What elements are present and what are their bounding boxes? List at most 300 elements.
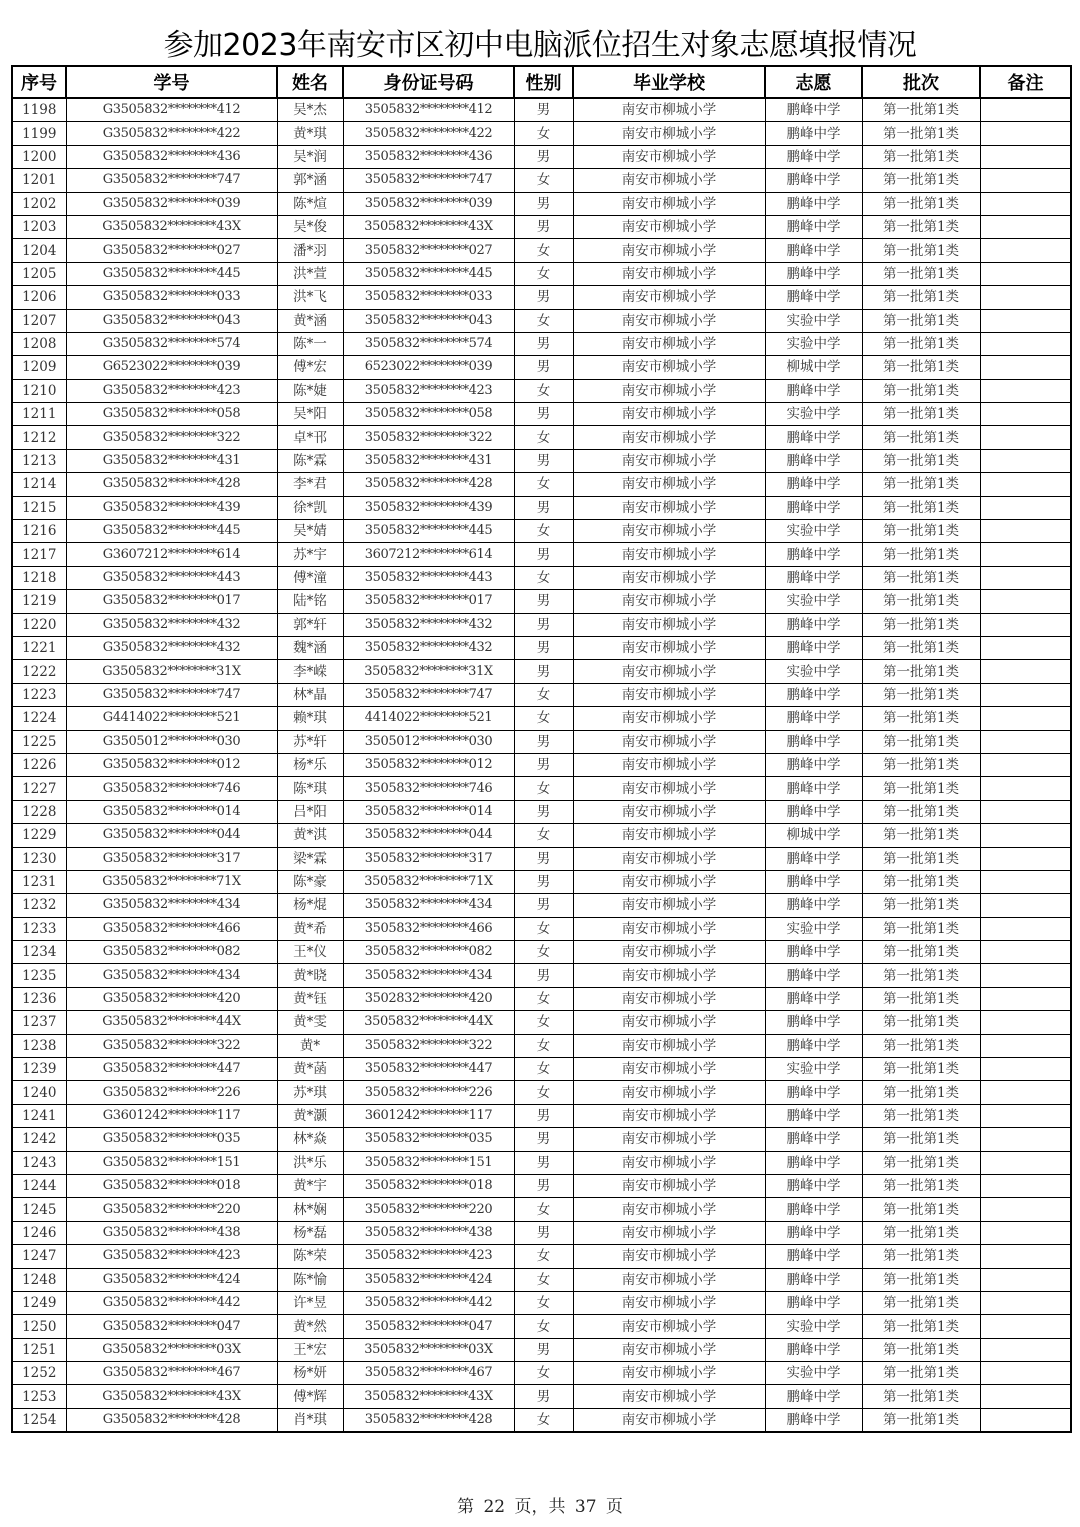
school-cell: 南安市柳城小学 <box>573 1128 765 1151</box>
name-cell: 魏*涵 <box>277 636 343 659</box>
batch-cell: 第一批第1类 <box>862 473 980 496</box>
name-cell: 黄*淇 <box>277 824 343 847</box>
table-row <box>12 356 1071 379</box>
gender-cell: 女 <box>514 169 573 192</box>
student-id-cell: G3505832********044 <box>66 824 277 847</box>
gender-cell: 女 <box>514 941 573 964</box>
header-name: 姓名 <box>277 66 343 98</box>
remarks-cell <box>980 941 1071 964</box>
serial-number-cell: 1241 <box>12 1104 66 1127</box>
name-cell: 杨*磊 <box>277 1221 343 1244</box>
header-student-id: 学号 <box>66 66 277 98</box>
gender-cell: 男 <box>514 1104 573 1127</box>
table-row <box>12 894 1071 917</box>
choice-cell: 鹏峰中学 <box>765 683 862 706</box>
choice-cell: 实验中学 <box>765 403 862 426</box>
remarks-cell <box>980 987 1071 1010</box>
gender-cell: 男 <box>514 1128 573 1151</box>
serial-number-cell: 1216 <box>12 520 66 543</box>
table-row <box>12 1291 1071 1314</box>
serial-number-cell: 1208 <box>12 332 66 355</box>
student-id-cell: G3505832********017 <box>66 590 277 613</box>
choice-cell: 鹏峰中学 <box>765 1408 862 1432</box>
table-row <box>12 286 1071 309</box>
batch-cell: 第一批第1类 <box>862 987 980 1010</box>
remarks-cell <box>980 543 1071 566</box>
gender-cell: 男 <box>514 286 573 309</box>
name-cell: 黄*宇 <box>277 1174 343 1197</box>
batch-cell: 第一批第1类 <box>862 192 980 215</box>
batch-cell: 第一批第1类 <box>862 1408 980 1432</box>
choice-cell: 鹏峰中学 <box>765 1291 862 1314</box>
name-cell: 黄*然 <box>277 1315 343 1338</box>
table-row <box>12 870 1071 893</box>
batch-cell: 第一批第1类 <box>862 566 980 589</box>
batch-cell: 第一批第1类 <box>862 309 980 332</box>
serial-number-cell: 1203 <box>12 215 66 238</box>
name-cell: 苏*轩 <box>277 730 343 753</box>
school-cell: 南安市柳城小学 <box>573 566 765 589</box>
choice-cell: 鹏峰中学 <box>765 777 862 800</box>
table-row <box>12 543 1071 566</box>
name-cell: 傅*辉 <box>277 1385 343 1408</box>
table-row <box>12 824 1071 847</box>
table-row <box>12 1034 1071 1057</box>
name-cell: 黄*钰 <box>277 987 343 1010</box>
table-row <box>12 1245 1071 1268</box>
batch-cell: 第一批第1类 <box>862 145 980 168</box>
school-cell: 南安市柳城小学 <box>573 332 765 355</box>
serial-number-cell: 1215 <box>12 496 66 519</box>
table-row <box>12 1315 1071 1338</box>
student-id-cell: G3505832********467 <box>66 1362 277 1385</box>
school-cell: 南安市柳城小学 <box>573 403 765 426</box>
school-cell: 南安市柳城小学 <box>573 636 765 659</box>
remarks-cell <box>980 1385 1071 1408</box>
name-cell: 黄*琪 <box>277 122 343 145</box>
name-cell: 黄*希 <box>277 917 343 940</box>
student-id-cell: G3505832********322 <box>66 1034 277 1057</box>
school-cell: 南安市柳城小学 <box>573 847 765 870</box>
batch-cell: 第一批第1类 <box>862 1058 980 1081</box>
table-row <box>12 403 1071 426</box>
student-id-cell: G3505832********420 <box>66 987 277 1010</box>
school-cell: 南安市柳城小学 <box>573 169 765 192</box>
remarks-cell <box>980 1315 1071 1338</box>
choice-cell: 鹏峰中学 <box>765 941 862 964</box>
gender-cell: 男 <box>514 215 573 238</box>
name-cell: 吴*润 <box>277 145 343 168</box>
choice-cell: 鹏峰中学 <box>765 1011 862 1034</box>
serial-number-cell: 1234 <box>12 941 66 964</box>
remarks-cell <box>980 964 1071 987</box>
name-cell: 洪*飞 <box>277 286 343 309</box>
student-id-cell: G3505832********039 <box>66 192 277 215</box>
remarks-cell <box>980 1198 1071 1221</box>
student-id-cell: G3505832********423 <box>66 1245 277 1268</box>
remarks-cell <box>980 917 1071 940</box>
choice-cell: 鹏峰中学 <box>765 1034 862 1057</box>
student-id-cell: G3505832********012 <box>66 753 277 776</box>
remarks-cell <box>980 847 1071 870</box>
batch-cell: 第一批第1类 <box>862 1385 980 1408</box>
school-cell: 南安市柳城小学 <box>573 1385 765 1408</box>
choice-cell: 鹏峰中学 <box>765 613 862 636</box>
table-row <box>12 1058 1071 1081</box>
name-cell: 苏*琪 <box>277 1081 343 1104</box>
name-cell: 潘*羽 <box>277 239 343 262</box>
table-row <box>12 192 1071 215</box>
serial-number-cell: 1223 <box>12 683 66 706</box>
student-id-cell: G3505832********436 <box>66 145 277 168</box>
school-cell: 南安市柳城小学 <box>573 473 765 496</box>
remarks-cell <box>980 122 1071 145</box>
remarks-cell <box>980 1011 1071 1034</box>
school-cell: 南安市柳城小学 <box>573 1011 765 1034</box>
serial-number-cell: 1225 <box>12 730 66 753</box>
remarks-cell <box>980 894 1071 917</box>
id-card-cell: 3502832********420 <box>343 987 514 1010</box>
school-cell: 南安市柳城小学 <box>573 122 765 145</box>
id-card-cell: 3505832********322 <box>343 1034 514 1057</box>
serial-number-cell: 1251 <box>12 1338 66 1361</box>
id-card-cell: 3505832********039 <box>343 192 514 215</box>
id-card-cell: 3505832********467 <box>343 1362 514 1385</box>
id-card-cell: 3505832********746 <box>343 777 514 800</box>
remarks-cell <box>980 379 1071 402</box>
serial-number-cell: 1213 <box>12 449 66 472</box>
serial-number-cell: 1254 <box>12 1408 66 1432</box>
choice-cell: 鹏峰中学 <box>765 449 862 472</box>
table-row <box>12 496 1071 519</box>
school-cell: 南安市柳城小学 <box>573 613 765 636</box>
school-cell: 南安市柳城小学 <box>573 239 765 262</box>
name-cell: 陈*荣 <box>277 1245 343 1268</box>
batch-cell: 第一批第1类 <box>862 122 980 145</box>
remarks-cell <box>980 707 1071 730</box>
name-cell: 吴*婧 <box>277 520 343 543</box>
gender-cell: 女 <box>514 1362 573 1385</box>
page-indicator: 第 22 页，共 37 页 <box>457 1497 623 1517</box>
remarks-cell <box>980 1362 1071 1385</box>
student-id-cell: G3505832********220 <box>66 1198 277 1221</box>
school-cell: 南安市柳城小学 <box>573 1268 765 1291</box>
school-cell: 南安市柳城小学 <box>573 941 765 964</box>
remarks-cell <box>980 332 1071 355</box>
student-id-cell: G3505832********445 <box>66 520 277 543</box>
gender-cell: 男 <box>514 98 573 122</box>
choice-cell: 实验中学 <box>765 1315 862 1338</box>
id-card-cell: 3505832********747 <box>343 683 514 706</box>
serial-number-cell: 1200 <box>12 145 66 168</box>
id-card-cell: 3505832********423 <box>343 379 514 402</box>
student-id-cell: G3505832********439 <box>66 496 277 519</box>
remarks-cell <box>980 753 1071 776</box>
school-cell: 南安市柳城小学 <box>573 987 765 1010</box>
batch-cell: 第一批第1类 <box>862 496 980 519</box>
choice-cell: 鹏峰中学 <box>765 1151 862 1174</box>
remarks-cell <box>980 356 1071 379</box>
choice-cell: 实验中学 <box>765 917 862 940</box>
table-row <box>12 379 1071 402</box>
batch-cell: 第一批第1类 <box>862 449 980 472</box>
serial-number-cell: 1231 <box>12 870 66 893</box>
school-cell: 南安市柳城小学 <box>573 707 765 730</box>
id-card-cell: 3505832********466 <box>343 917 514 940</box>
choice-cell: 鹏峰中学 <box>765 566 862 589</box>
serial-number-cell: 1228 <box>12 800 66 823</box>
remarks-cell <box>980 403 1071 426</box>
batch-cell: 第一批第1类 <box>862 894 980 917</box>
name-cell: 陈*一 <box>277 332 343 355</box>
batch-cell: 第一批第1类 <box>862 1338 980 1361</box>
remarks-cell <box>980 636 1071 659</box>
student-id-cell: G3505832********43X <box>66 1385 277 1408</box>
serial-number-cell: 1236 <box>12 987 66 1010</box>
serial-number-cell: 1214 <box>12 473 66 496</box>
student-id-cell: G3505832********438 <box>66 1221 277 1244</box>
batch-cell: 第一批第1类 <box>862 169 980 192</box>
student-id-cell: G3505832********027 <box>66 239 277 262</box>
batch-cell: 第一批第1类 <box>862 379 980 402</box>
gender-cell: 女 <box>514 1034 573 1057</box>
id-card-cell: 3505832********434 <box>343 894 514 917</box>
school-cell: 南安市柳城小学 <box>573 496 765 519</box>
id-card-cell: 3505832********442 <box>343 1291 514 1314</box>
serial-number-cell: 1207 <box>12 309 66 332</box>
batch-cell: 第一批第1类 <box>862 870 980 893</box>
serial-number-cell: 1210 <box>12 379 66 402</box>
school-cell: 南安市柳城小学 <box>573 964 765 987</box>
school-cell: 南安市柳城小学 <box>573 262 765 285</box>
batch-cell: 第一批第1类 <box>862 1128 980 1151</box>
student-id-cell: G3505832********014 <box>66 800 277 823</box>
gender-cell: 男 <box>514 1221 573 1244</box>
school-cell: 南安市柳城小学 <box>573 286 765 309</box>
school-cell: 南安市柳城小学 <box>573 145 765 168</box>
choice-cell: 实验中学 <box>765 309 862 332</box>
table-row <box>12 1081 1071 1104</box>
gender-cell: 男 <box>514 403 573 426</box>
name-cell: 郭*轩 <box>277 613 343 636</box>
student-id-cell: G3505832********018 <box>66 1174 277 1197</box>
gender-cell: 男 <box>514 449 573 472</box>
gender-cell: 男 <box>514 1151 573 1174</box>
choice-cell: 鹏峰中学 <box>765 1198 862 1221</box>
school-cell: 南安市柳城小学 <box>573 777 765 800</box>
gender-cell: 女 <box>514 824 573 847</box>
student-id-cell: G3505832********432 <box>66 613 277 636</box>
school-cell: 南安市柳城小学 <box>573 520 765 543</box>
header-remarks: 备注 <box>980 66 1071 98</box>
name-cell: 黄*雯 <box>277 1011 343 1034</box>
name-cell: 陈*豪 <box>277 870 343 893</box>
id-card-cell: 3505832********31X <box>343 660 514 683</box>
table-row <box>12 239 1071 262</box>
id-card-cell: 3505832********014 <box>343 800 514 823</box>
table-row <box>12 707 1071 730</box>
school-cell: 南安市柳城小学 <box>573 800 765 823</box>
gender-cell: 女 <box>514 1198 573 1221</box>
table-row <box>12 1268 1071 1291</box>
header-serial-number: 序号 <box>12 66 66 98</box>
remarks-cell <box>980 449 1071 472</box>
school-cell: 南安市柳城小学 <box>573 917 765 940</box>
remarks-cell <box>980 1151 1071 1174</box>
gender-cell: 男 <box>514 1385 573 1408</box>
gender-cell: 女 <box>514 262 573 285</box>
gender-cell: 男 <box>514 636 573 659</box>
id-card-cell: 3505832********151 <box>343 1151 514 1174</box>
name-cell: 杨*焜 <box>277 894 343 917</box>
batch-cell: 第一批第1类 <box>862 590 980 613</box>
choice-cell: 鹏峰中学 <box>765 543 862 566</box>
school-cell: 南安市柳城小学 <box>573 1058 765 1081</box>
school-cell: 南安市柳城小学 <box>573 1315 765 1338</box>
gender-cell: 女 <box>514 473 573 496</box>
school-cell: 南安市柳城小学 <box>573 590 765 613</box>
school-cell: 南安市柳城小学 <box>573 1104 765 1127</box>
gender-cell: 男 <box>514 847 573 870</box>
remarks-cell <box>980 239 1071 262</box>
id-card-cell: 3505832********412 <box>343 98 514 122</box>
student-id-cell: G3505832********043 <box>66 309 277 332</box>
id-card-cell: 3505832********226 <box>343 1081 514 1104</box>
table-row <box>12 1338 1071 1361</box>
choice-cell: 实验中学 <box>765 1058 862 1081</box>
remarks-cell <box>980 800 1071 823</box>
table-row <box>12 660 1071 683</box>
student-id-cell: G3505832********445 <box>66 262 277 285</box>
serial-number-cell: 1218 <box>12 566 66 589</box>
table-row <box>12 1011 1071 1034</box>
id-card-cell: 3505832********027 <box>343 239 514 262</box>
gender-cell: 女 <box>514 683 573 706</box>
gender-cell: 男 <box>514 613 573 636</box>
student-id-cell: G3601242********117 <box>66 1104 277 1127</box>
gender-cell: 女 <box>514 1268 573 1291</box>
gender-cell: 女 <box>514 239 573 262</box>
id-card-cell: 3505832********220 <box>343 1198 514 1221</box>
name-cell: 郭*涵 <box>277 169 343 192</box>
name-cell: 黄*菡 <box>277 1058 343 1081</box>
choice-cell: 实验中学 <box>765 660 862 683</box>
header-choice: 志愿 <box>765 66 862 98</box>
name-cell: 肖*琪 <box>277 1408 343 1432</box>
serial-number-cell: 1247 <box>12 1245 66 1268</box>
batch-cell: 第一批第1类 <box>862 1245 980 1268</box>
table-row <box>12 262 1071 285</box>
serial-number-cell: 1222 <box>12 660 66 683</box>
remarks-cell <box>980 613 1071 636</box>
serial-number-cell: 1244 <box>12 1174 66 1197</box>
student-id-cell: G4414022********521 <box>66 707 277 730</box>
id-card-cell: 3505832********445 <box>343 262 514 285</box>
gender-cell: 女 <box>514 707 573 730</box>
table-row <box>12 964 1071 987</box>
remarks-cell <box>980 169 1071 192</box>
remarks-cell <box>980 660 1071 683</box>
student-id-cell: G3505832********03X <box>66 1338 277 1361</box>
student-id-cell: G3505832********71X <box>66 870 277 893</box>
table-row <box>12 917 1071 940</box>
remarks-cell <box>980 590 1071 613</box>
choice-cell: 鹏峰中学 <box>765 847 862 870</box>
table-row <box>12 777 1071 800</box>
gender-cell: 男 <box>514 964 573 987</box>
batch-cell: 第一批第1类 <box>862 613 980 636</box>
choice-cell: 柳城中学 <box>765 824 862 847</box>
table-row <box>12 169 1071 192</box>
student-id-cell: G3505832********747 <box>66 169 277 192</box>
remarks-cell <box>980 1058 1071 1081</box>
table-row <box>12 98 1071 122</box>
gender-cell: 男 <box>514 1338 573 1361</box>
gender-cell: 男 <box>514 496 573 519</box>
school-cell: 南安市柳城小学 <box>573 426 765 449</box>
gender-cell: 男 <box>514 800 573 823</box>
serial-number-cell: 1237 <box>12 1011 66 1034</box>
choice-cell: 鹏峰中学 <box>765 169 862 192</box>
gender-cell: 女 <box>514 1011 573 1034</box>
remarks-cell <box>980 309 1071 332</box>
batch-cell: 第一批第1类 <box>862 520 980 543</box>
batch-cell: 第一批第1类 <box>862 941 980 964</box>
remarks-cell <box>980 1034 1071 1057</box>
student-id-cell: G3505832********322 <box>66 426 277 449</box>
remarks-cell <box>980 473 1071 496</box>
gender-cell: 女 <box>514 1081 573 1104</box>
table-row <box>12 1385 1071 1408</box>
school-cell: 南安市柳城小学 <box>573 683 765 706</box>
table-row <box>12 683 1071 706</box>
serial-number-cell: 1221 <box>12 636 66 659</box>
gender-cell: 女 <box>514 917 573 940</box>
batch-cell: 第一批第1类 <box>862 660 980 683</box>
id-card-cell: 3505832********017 <box>343 590 514 613</box>
school-cell: 南安市柳城小学 <box>573 660 765 683</box>
name-cell: 李*嵘 <box>277 660 343 683</box>
id-card-cell: 3607212********614 <box>343 543 514 566</box>
name-cell: 王*宏 <box>277 1338 343 1361</box>
school-cell: 南安市柳城小学 <box>573 1221 765 1244</box>
table-row <box>12 1104 1071 1127</box>
id-card-cell: 3505832********447 <box>343 1058 514 1081</box>
serial-number-cell: 1224 <box>12 707 66 730</box>
id-card-cell: 3505832********422 <box>343 122 514 145</box>
batch-cell: 第一批第1类 <box>862 1081 980 1104</box>
id-card-cell: 3601242********117 <box>343 1104 514 1127</box>
school-cell: 南安市柳城小学 <box>573 1291 765 1314</box>
serial-number-cell: 1205 <box>12 262 66 285</box>
student-id-cell: G3505832********033 <box>66 286 277 309</box>
table-row <box>12 987 1071 1010</box>
serial-number-cell: 1239 <box>12 1058 66 1081</box>
serial-number-cell: 1229 <box>12 824 66 847</box>
name-cell: 徐*凯 <box>277 496 343 519</box>
batch-cell: 第一批第1类 <box>862 426 980 449</box>
gender-cell: 女 <box>514 777 573 800</box>
choice-cell: 鹏峰中学 <box>765 215 862 238</box>
name-cell: 黄* <box>277 1034 343 1057</box>
choice-cell: 实验中学 <box>765 590 862 613</box>
name-cell: 林*娴 <box>277 1198 343 1221</box>
choice-cell: 柳城中学 <box>765 356 862 379</box>
id-card-cell: 3505832********018 <box>343 1174 514 1197</box>
gender-cell: 男 <box>514 730 573 753</box>
id-card-cell: 3505832********43X <box>343 1385 514 1408</box>
gender-cell: 女 <box>514 520 573 543</box>
